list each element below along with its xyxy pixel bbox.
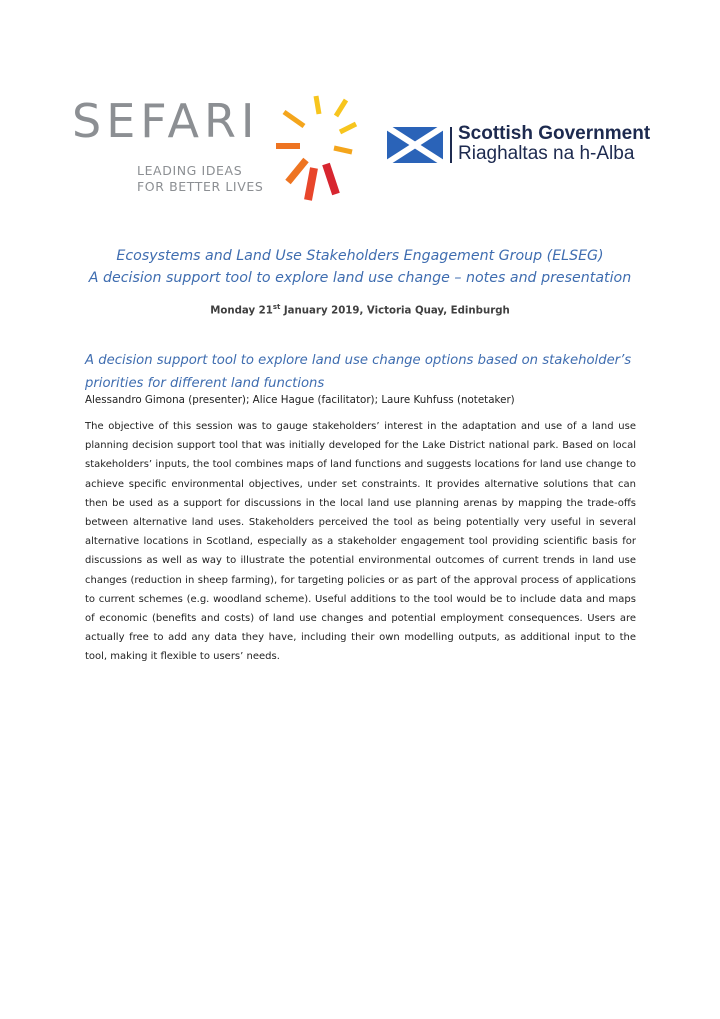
title-line-1: Ecosystems and Land Use Stakeholders Engagement Group (ELSEG) (116, 248, 604, 264)
section-heading: A decision support tool to explore land use change options based on stakeholder’s priorities for different land functions (85, 353, 632, 391)
sefari-logo-tagline (137, 163, 263, 195)
scottish-government-gaelic-name: Riaghaltas na h-Alba (458, 143, 635, 164)
date-day: Monday 21 (210, 305, 273, 317)
meeting-date (60, 303, 660, 316)
sunburst-ray (326, 164, 336, 194)
logo-divider (450, 127, 452, 163)
session-summary-paragraph: The objective of this session was to gauge stakeholders’ interest in the adaptation and use of a land use planning decision support tool that was initially developed for the Lake District national park. Based on local stakeholders’ inputs, the tool combines maps of land functions and suggests locations for land use change to achieve specific environmental objectives, under set constraints. It provides alternative solutions that can then be used as a support for discussions in the local land use planning arenas by mapping the trade-offs between alternative land uses. Stakeholders perceived the tool as being potentially very useful in several alternative locations in Scotland, especially as a stakeholder engagement tool providing scientific basis for discussions as well as way to illustrate the potential environmental outcomes of current trends in land use changes (reduction in sheep farming), for targeting policies or as part of the approval process of applications to current schemes (e.g. woodland scheme). Useful additions to the tool would be to include data and maps of economic (benefits and costs) of land use changes and potential employment consequences. Users are actually free to add any data they have, including their own modelling outputs, as additional input to the tool, making it flexible to users’ needs. (85, 421, 636, 663)
sefari-tagline-line2: FOR BETTER LIVES (137, 179, 264, 194)
logo-banner (0, 0, 720, 210)
sunburst-ray (316, 96, 319, 114)
sefari-logo-wordmark: SEFARI (72, 94, 260, 148)
sefari-sunburst-icon (274, 92, 370, 202)
sunburst-ray (284, 112, 304, 126)
sunburst-ray (334, 148, 352, 152)
date-rest: January 2019, Victoria Quay, Edinburgh (280, 305, 510, 317)
sunburst-ray (288, 160, 306, 182)
document-title (60, 245, 660, 289)
saltire-flag-icon (387, 127, 443, 163)
sunburst-ray (308, 168, 314, 200)
sunburst-ray (336, 100, 346, 116)
title-line-2: A decision support tool to explore land use change – notes and presentation (88, 270, 632, 286)
sefari-tagline-line1: LEADING IDEAS (137, 163, 243, 178)
sunburst-ray (340, 124, 356, 132)
participants-line: Alessandro Gimona (presenter); Alice Hague (facilitator); Laure Kuhfuss (notetaker) (85, 394, 515, 406)
scottish-government-name: Scottish Government (458, 123, 651, 144)
date-suffix: st (272, 303, 281, 311)
